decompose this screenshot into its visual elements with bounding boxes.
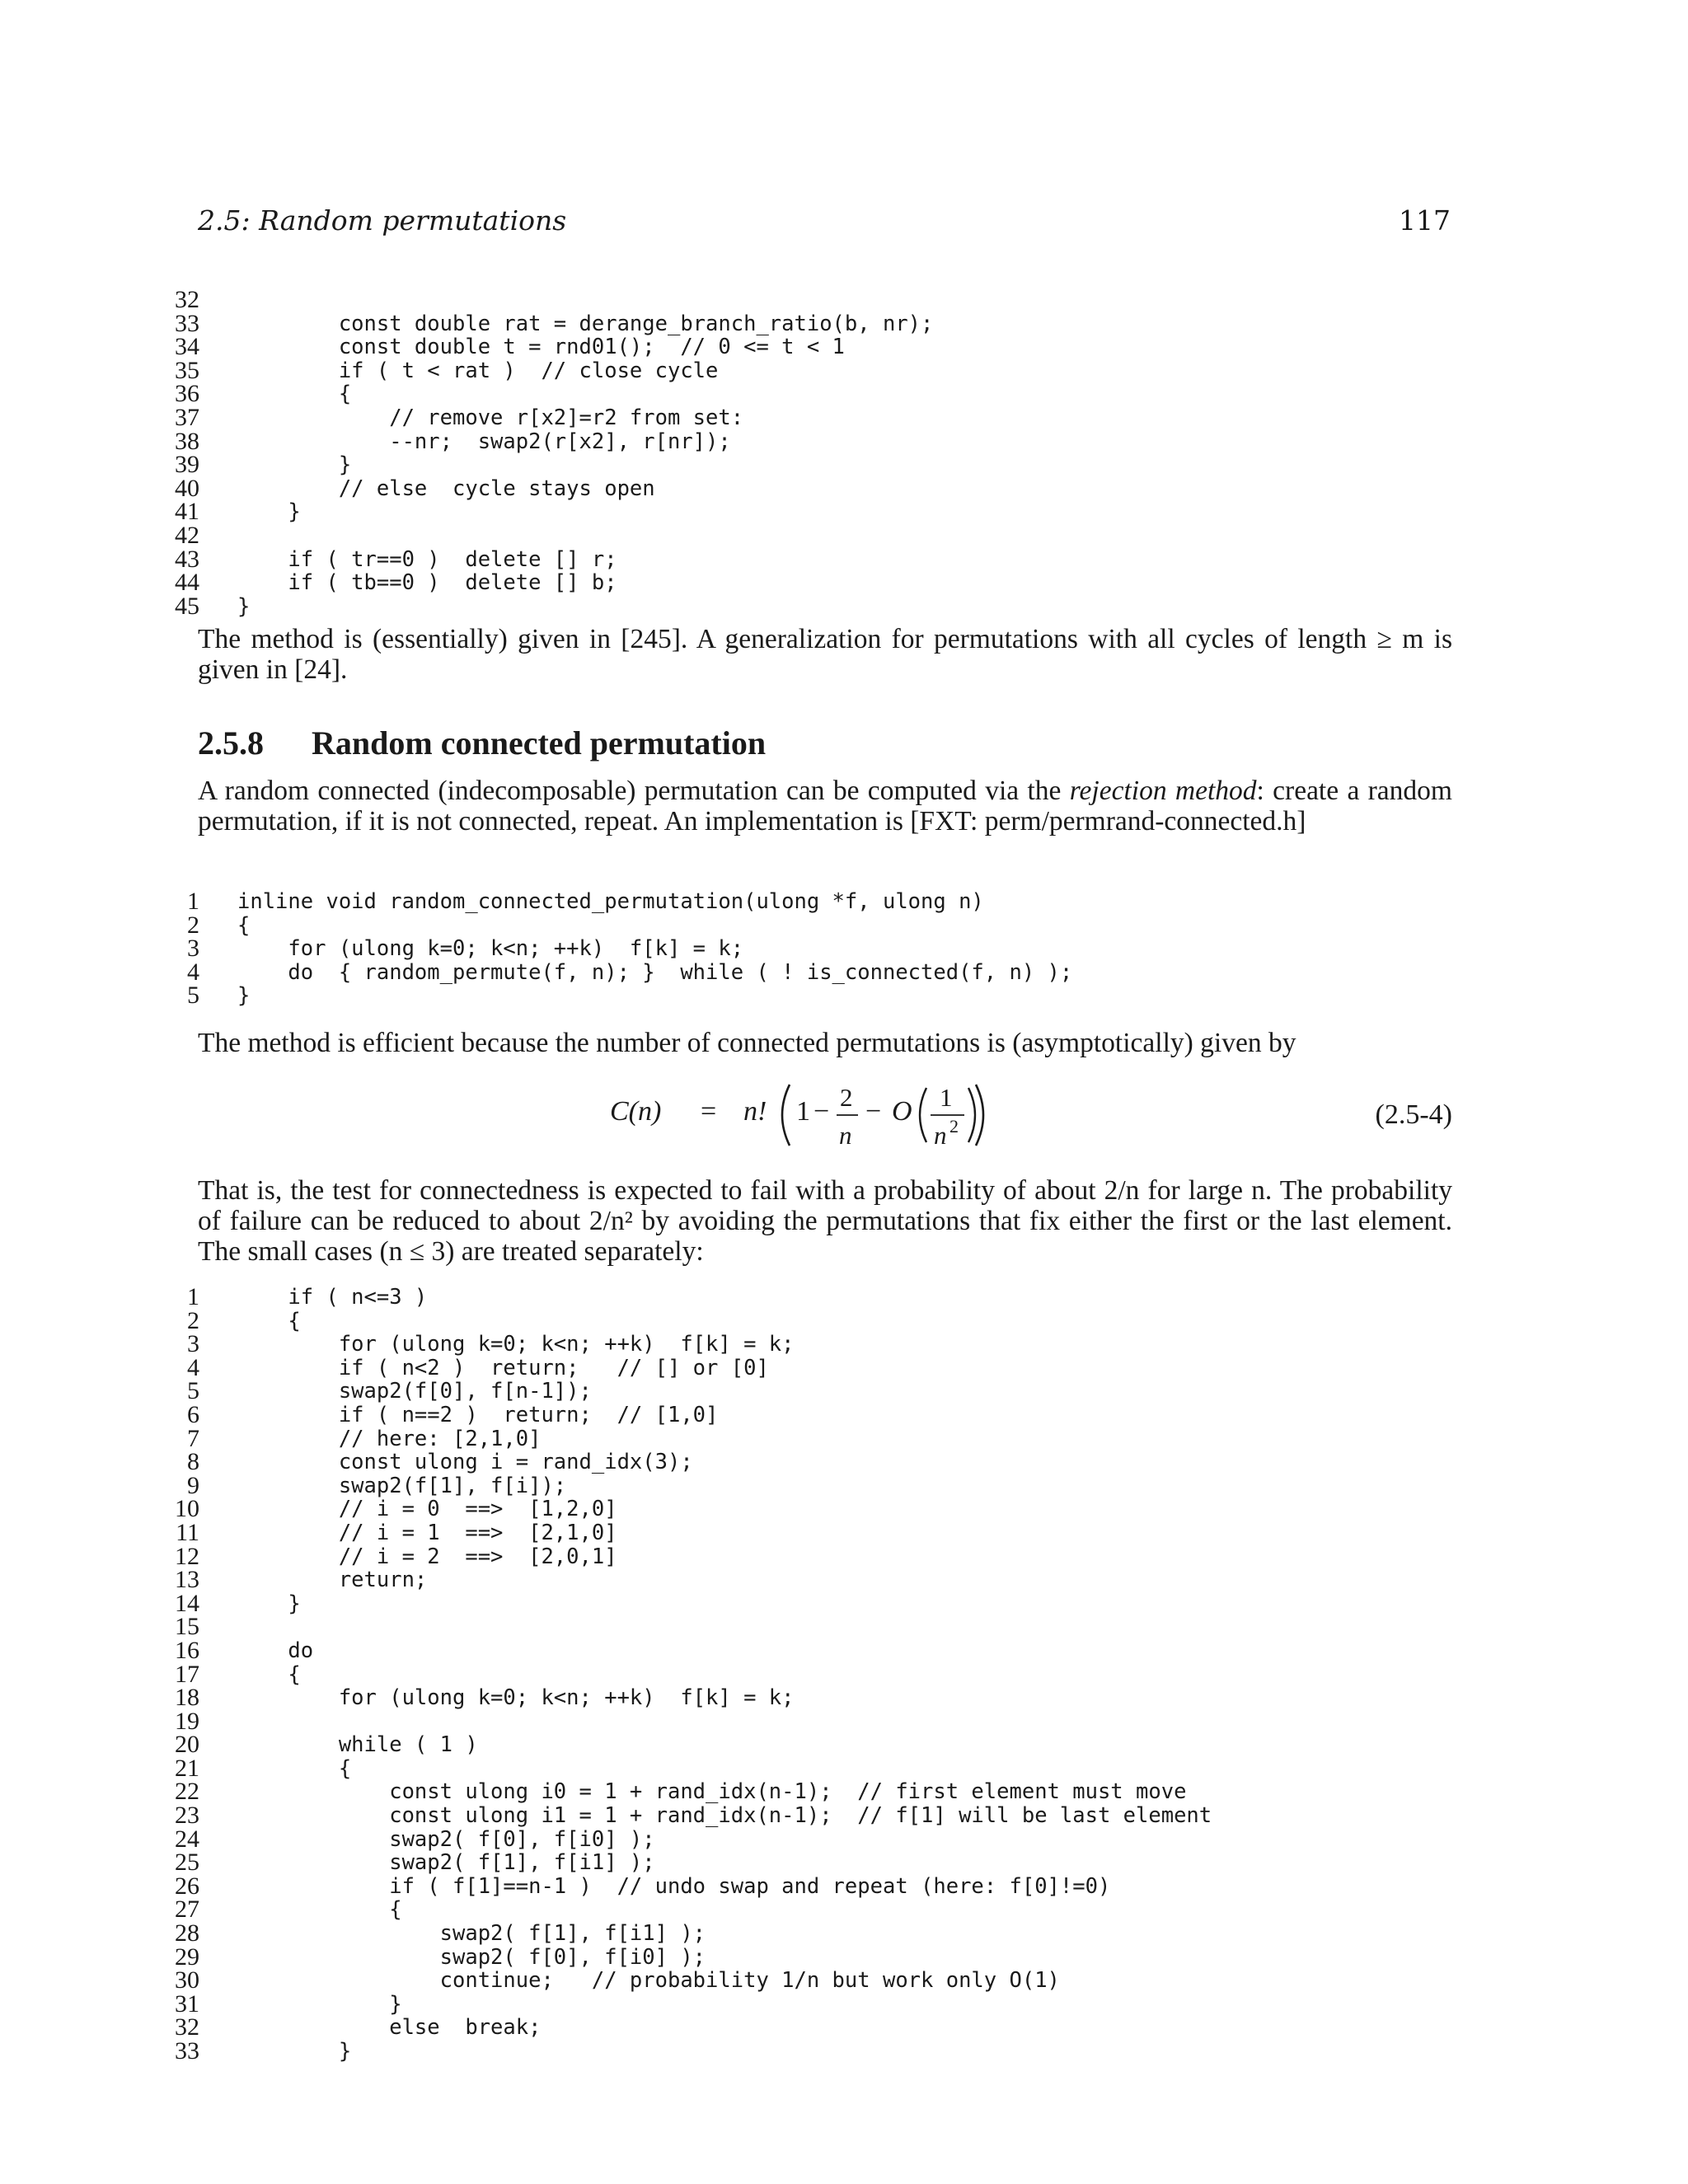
code-text: const ulong i = rand_idx(3); [237, 1450, 693, 1475]
eq-o-numerator: 1 [940, 1083, 953, 1112]
code-text: continue; // probability 1/n but work only O(1) [237, 1968, 1060, 1994]
line-number: 30 [175, 1966, 199, 1994]
line-number: 28 [175, 1919, 199, 1947]
paragraph-failure-probability: That is, the test for connectedness is expected to fail with a probability of about 2/n for large n. The probability of failure can be reduced to about 2/n² by avoiding the permutations that fix either the first or the last element. The small cases (n ≤ 3) are treated separately: [198, 1175, 1452, 1267]
line-number: 31 [175, 1990, 199, 2018]
code-text: } [237, 593, 251, 619]
code-text: if ( tr==0 ) delete [] r; [237, 546, 617, 572]
eq-factorial: n! [743, 1096, 767, 1127]
code-text: for (ulong k=0; k<n; ++k) f[k] = k; [237, 936, 744, 962]
code-text: if ( n<=3 ) [237, 1285, 428, 1310]
eq-one: 1 [796, 1096, 810, 1127]
code-text: // i = 2 ==> [2,0,1] [237, 1544, 617, 1569]
line-number: 10 [175, 1495, 199, 1523]
page-number: 117 [1399, 204, 1451, 237]
section-heading [198, 724, 766, 765]
eq-big-o: O [892, 1096, 912, 1127]
code-text: do { random_permute(f, n); } while ( ! is_connected(f, n) ); [237, 959, 1073, 985]
line-number: 12 [175, 1542, 199, 1570]
line-number: 6 [187, 1400, 199, 1428]
eq-minus: − [865, 1096, 882, 1127]
paragraph-method-source: The method is (essentially) given in [245]. A generalization for permutations with all cycles of length ≥ m is given in [24]. [198, 624, 1452, 685]
code-text: if ( n<2 ) return; // [] or [0] [237, 1355, 769, 1380]
line-number: 20 [175, 1731, 199, 1759]
code-text: swap2(f[0], f[n-1]); [237, 1379, 592, 1404]
eq-lhs: C(n) [610, 1096, 662, 1127]
code-text: --nr; swap2(r[x2], r[nr]); [237, 429, 731, 454]
code-text: } [237, 2039, 352, 2064]
line-number: 15 [175, 1613, 199, 1641]
code-text: { [237, 912, 251, 938]
code-text: swap2(f[1], f[i]); [237, 1473, 567, 1498]
code-text: { [237, 382, 352, 407]
line-number: 17 [175, 1660, 199, 1688]
code-text: } [237, 499, 301, 525]
line-number: 33 [175, 309, 199, 337]
code-text: do [237, 1638, 314, 1663]
code-text: if ( tb==0 ) delete [] b; [237, 570, 617, 596]
line-number: 18 [175, 1684, 199, 1712]
line-number: 3 [187, 1330, 199, 1358]
code-text: if ( n==2 ) return; // [1,0] [237, 1402, 719, 1427]
code-text: { [237, 1755, 352, 1781]
eq-o-exponent: 2 [950, 1116, 959, 1137]
eq-frac-numerator: 2 [840, 1083, 853, 1112]
code-text: } [237, 1591, 301, 1616]
code-text: } [237, 983, 251, 1009]
code-text: // i = 1 ==> [2,1,0] [237, 1520, 617, 1545]
line-number: 3 [187, 935, 199, 963]
line-number: 2 [187, 911, 199, 939]
code-text: } [237, 1991, 402, 2017]
running-head [198, 204, 1451, 241]
line-number: 9 [187, 1471, 199, 1499]
line-number: 39 [175, 451, 199, 479]
code-text: const ulong i0 = 1 + rand_idx(n-1); // first element must move [237, 1779, 1187, 1805]
line-number: 23 [175, 1802, 199, 1830]
line-number: 7 [187, 1424, 199, 1452]
line-number: 1 [187, 888, 199, 915]
line-number: 38 [175, 427, 199, 455]
line-number: 13 [175, 1566, 199, 1594]
code-text: for (ulong k=0; k<n; ++k) f[k] = k; [237, 1685, 795, 1711]
code-text: const double t = rnd01(); // 0 <= t < 1 [237, 335, 845, 360]
line-number: 34 [175, 333, 199, 361]
equation-formula [198, 1070, 1452, 1160]
paragraph-text: : create a random permutation, if it is not connected, repeat. An implementation is [FXT: perm/permrand-connected.h] [198, 776, 1452, 837]
code-text: { [237, 1308, 301, 1333]
line-number: 27 [175, 1896, 199, 1924]
line-number: 40 [175, 474, 199, 502]
code-text: { [237, 1661, 301, 1687]
eq-frac-denominator: n [839, 1121, 852, 1150]
line-number: 32 [175, 2013, 199, 2041]
code-text: if ( t < rat ) // close cycle [237, 358, 719, 383]
code-text: while ( 1 ) [237, 1732, 478, 1758]
code-text: } [237, 452, 352, 478]
line-number: 41 [175, 498, 199, 526]
big-paren-left-icon [782, 1085, 790, 1146]
eq-relation: = [701, 1096, 717, 1127]
equation-2-5-4 [198, 1070, 1452, 1160]
eq-o-denominator: n [934, 1121, 947, 1150]
eq-minus: − [814, 1096, 830, 1127]
paren-right-icon [968, 1088, 975, 1142]
line-number: 24 [175, 1825, 199, 1853]
code-text: else break; [237, 2015, 542, 2041]
code-text: swap2( f[1], f[i1] ); [237, 1921, 706, 1947]
code-text: const double rat = derange_branch_ratio(b, nr); [237, 311, 934, 336]
line-number: 5 [187, 1377, 199, 1405]
line-number: 5 [187, 982, 199, 1010]
line-number: 21 [175, 1754, 199, 1782]
code-text: // here: [2,1,0] [237, 1426, 542, 1451]
line-number: 45 [175, 592, 199, 620]
line-number: 2 [187, 1306, 199, 1334]
line-number: 29 [175, 1943, 199, 1971]
line-number: 4 [187, 958, 199, 986]
line-number: 19 [175, 1707, 199, 1735]
code-text: swap2( f[0], f[i0] ); [237, 1826, 655, 1852]
paragraph-efficiency: The method is efficient because the number of connected permutations is (asymptotically) given by [198, 1028, 1296, 1058]
paragraph-text: A random connected (indecomposable) permutation can be computed via the [198, 776, 1070, 806]
line-number: 25 [175, 1849, 199, 1877]
section-title: Random connected permutation [312, 724, 767, 762]
line-number: 22 [175, 1778, 199, 1806]
equation-number: (2.5-4) [1375, 1099, 1452, 1130]
line-number: 14 [175, 1589, 199, 1617]
code-text: swap2( f[1], f[i1] ); [237, 1850, 655, 1876]
code-text: swap2( f[0], f[i0] ); [237, 1944, 706, 1970]
line-number: 35 [175, 356, 199, 384]
line-number: 16 [175, 1636, 199, 1664]
line-number: 36 [175, 380, 199, 408]
line-number: 42 [175, 521, 199, 549]
line-number: 1 [187, 1283, 199, 1310]
line-number: 44 [175, 569, 199, 597]
section-number: 2.5.8 [198, 724, 264, 762]
code-text: for (ulong k=0; k<n; ++k) f[k] = k; [237, 1332, 795, 1357]
code-text: inline void random_connected_permutation(ulong *f, ulong n) [237, 889, 984, 914]
code-text: { [237, 1897, 402, 1923]
paragraph-rejection-method [198, 776, 1452, 837]
line-number: 33 [175, 2037, 199, 2064]
code-text: return; [237, 1568, 428, 1593]
code-text: // i = 0 ==> [1,2,0] [237, 1497, 617, 1522]
paren-left-icon [920, 1088, 926, 1142]
line-number: 26 [175, 1872, 199, 1900]
line-number: 37 [175, 403, 199, 431]
code-text: // else cycle stays open [237, 476, 655, 501]
code-text: if ( f[1]==n-1 ) // undo swap and repeat (here: f[0]!=0) [237, 1873, 1111, 1899]
emphasized-term: rejection method [1069, 776, 1257, 806]
running-head-title: 2.5: Random permutations [198, 204, 567, 237]
big-paren-right-icon [976, 1085, 983, 1146]
code-text: // remove r[x2]=r2 from set: [237, 405, 744, 430]
line-number: 4 [187, 1353, 199, 1381]
line-number: 32 [175, 286, 199, 313]
code-text: const ulong i1 = 1 + rand_idx(n-1); // f[1] will be last element [237, 1803, 1212, 1829]
line-number: 11 [176, 1518, 199, 1546]
line-number: 43 [175, 545, 199, 573]
line-number: 8 [187, 1448, 199, 1476]
